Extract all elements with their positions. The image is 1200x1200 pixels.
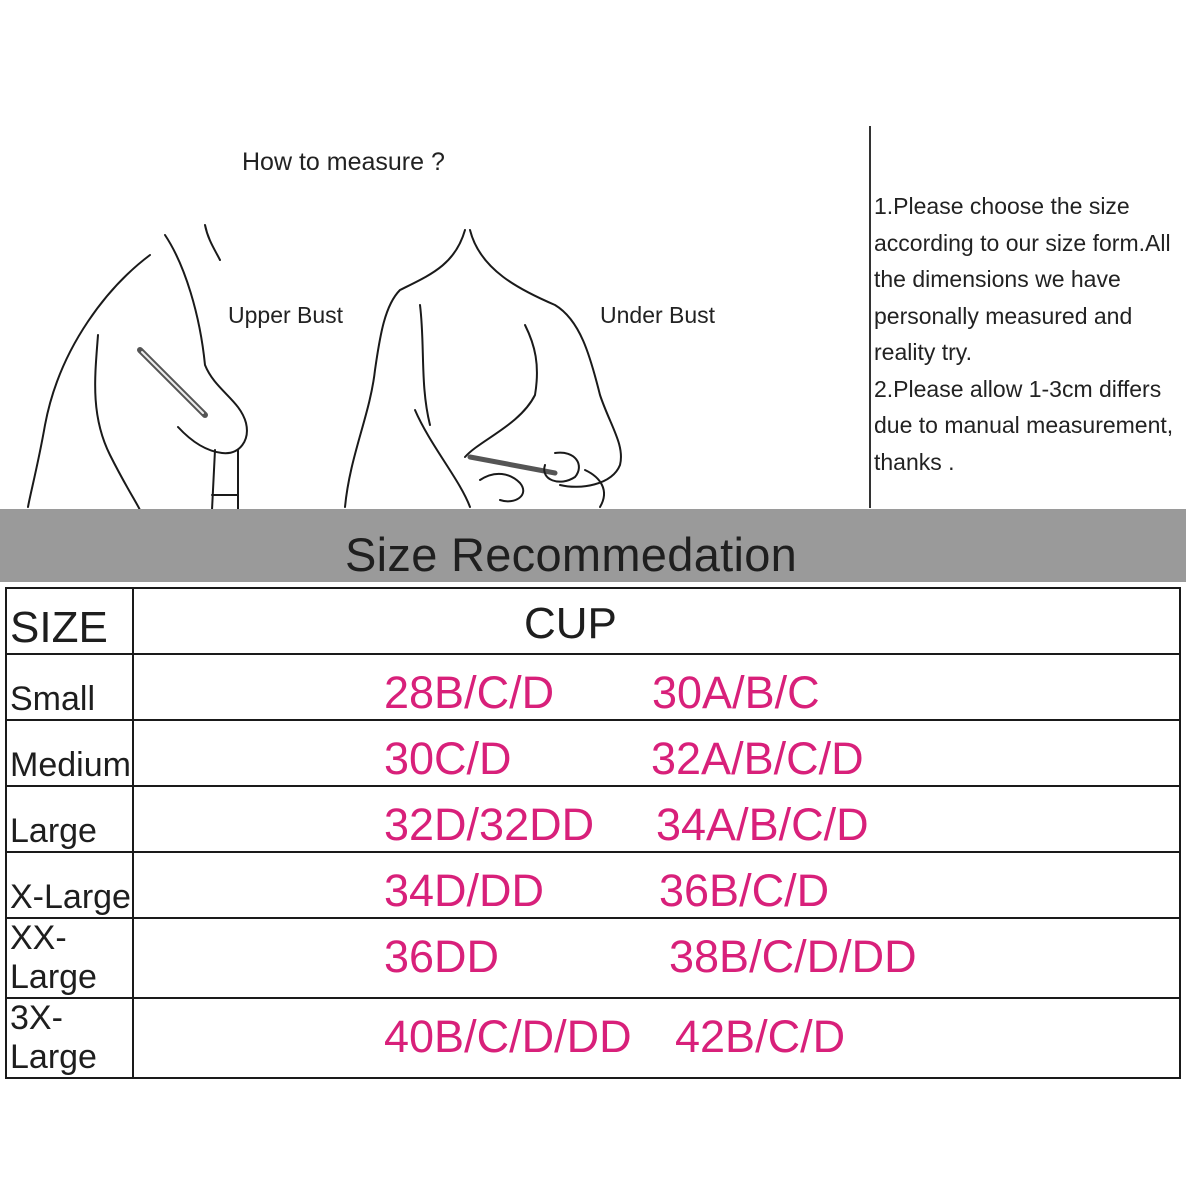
cup-header-cell (133, 588, 1180, 654)
size-name: XX-Large (6, 918, 133, 998)
cup-value: 30C/D (384, 733, 512, 784)
cup-value: 36B/C/D (659, 865, 830, 916)
note-line: reality try. (874, 339, 972, 365)
table-row (6, 852, 1180, 918)
how-to-measure-title: How to measure ? (242, 148, 445, 176)
note-line: the dimensions we have (874, 266, 1121, 292)
table-row (6, 654, 1180, 720)
cup-cell (133, 786, 1180, 852)
table-row (6, 720, 1180, 786)
size-recommendation-title: Size Recommedation (345, 528, 798, 581)
cup-value: 30A/B/C (652, 667, 820, 718)
size-notes (874, 188, 1194, 480)
table-row (6, 998, 1180, 1078)
upper-bust-label: Upper Bust (228, 302, 344, 328)
cup-value: 38B/C/D/DD (669, 931, 917, 982)
size-name: Large (6, 786, 133, 852)
cup-cell (133, 720, 1180, 786)
cup-value: 40B/C/D/DD (384, 1011, 632, 1062)
cup-cell (133, 654, 1180, 720)
divider-line (869, 126, 871, 508)
cup-value: 36DD (384, 931, 500, 982)
cup-cell (133, 918, 1180, 998)
cup-header: CUP (524, 599, 617, 648)
cup-value: 32A/B/C/D (651, 733, 864, 784)
note-line: thanks . (874, 448, 955, 475)
size-name: Medium (6, 720, 133, 786)
table-header-row (6, 588, 1180, 654)
size-name: 3X-Large (6, 998, 133, 1078)
cup-cell (133, 852, 1180, 918)
size-header: SIZE (6, 588, 133, 654)
cup-value: 28B/C/D (384, 667, 555, 718)
size-name: X-Large (6, 852, 133, 918)
size-name: Small (6, 654, 133, 720)
cup-value: 34A/B/C/D (656, 799, 869, 850)
cup-value: 42B/C/D (675, 1011, 846, 1062)
cup-cell (133, 998, 1180, 1078)
table-row (6, 918, 1180, 998)
measuring-illustration (0, 195, 870, 510)
note-line: personally measured and (874, 302, 1133, 329)
note-line: 1.Please choose the size (874, 193, 1130, 219)
note-line: due to manual measurement, (874, 412, 1174, 438)
cup-value: 32D/32DD (384, 799, 595, 850)
table-row (6, 786, 1180, 852)
size-table (5, 587, 1181, 1079)
note-line: according to our size form.All (874, 229, 1171, 256)
cup-value: 34D/DD (384, 865, 545, 916)
note-line: 2.Please allow 1-3cm differs (874, 375, 1162, 402)
under-bust-label: Under Bust (600, 302, 716, 328)
